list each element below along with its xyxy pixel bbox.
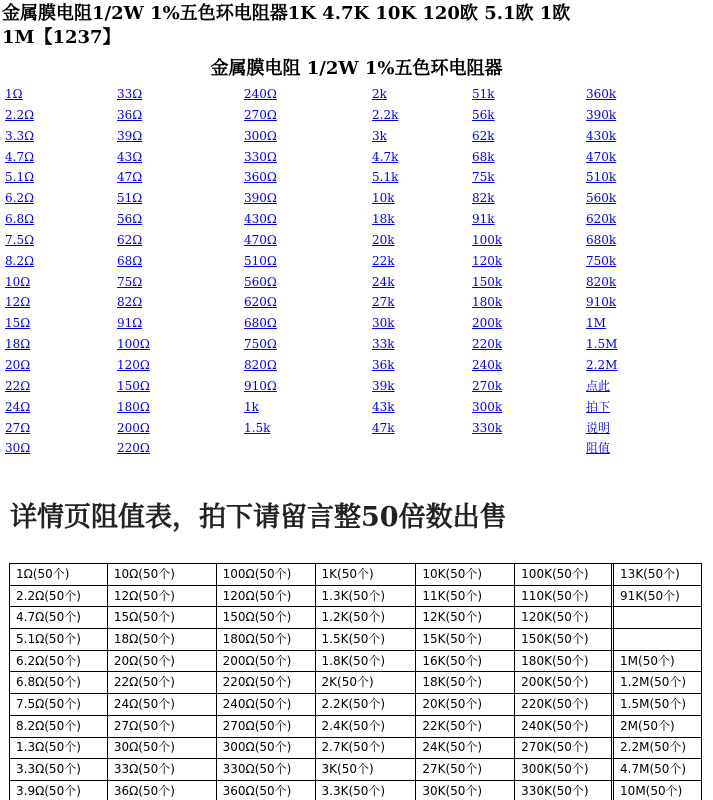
table-cell: 12K(50个) (416, 607, 515, 629)
table-cell: 12Ω(50个) (108, 586, 217, 608)
resistance-link[interactable]: 10Ω (5, 274, 31, 289)
table-cell: 2.2Ω(50个) (10, 586, 108, 608)
resistance-link[interactable]: 330k (472, 420, 503, 435)
table-cell: 330Ω(50个) (217, 759, 316, 781)
section-subtitle: 金属膜电阻 1/2W 1%五色环电阻器 (210, 58, 503, 79)
resistance-link[interactable]: 200k (472, 316, 503, 331)
table-cell: 2K(50个) (316, 672, 417, 694)
resistance-link[interactable]: 2.2k (372, 107, 399, 122)
resistance-link[interactable]: 1Ω (5, 87, 23, 101)
resistance-link[interactable]: 240k (472, 357, 503, 372)
resistance-link[interactable]: 270Ω (244, 107, 277, 122)
table-cell: 24K(50个) (416, 738, 515, 760)
resistance-link[interactable]: 51Ω (117, 191, 143, 206)
table-row (10, 738, 702, 760)
resistance-link[interactable]: 68Ω (117, 253, 143, 268)
table-cell: 1.2M(50个) (614, 672, 702, 694)
resistance-link[interactable]: 470Ω (244, 232, 277, 247)
table-heading: 详情页阻值表，拍下请留言整50倍数出售 (10, 502, 507, 533)
table-cell: 24Ω(50个) (108, 694, 217, 716)
table-cell: 20K(50个) (416, 694, 515, 716)
table-row (10, 607, 702, 629)
resistance-link[interactable]: 100k (472, 232, 503, 247)
resistance-link[interactable]: 390k (586, 107, 617, 122)
resistance-link[interactable]: 91Ω (117, 316, 143, 331)
resistance-link[interactable]: 51k (472, 87, 495, 101)
table-cell: 120K(50个) (515, 607, 614, 629)
table-cell: 16K(50个) (416, 651, 515, 673)
resistance-link[interactable]: 180k (472, 295, 503, 310)
table-cell: 18Ω(50个) (108, 629, 217, 651)
table-cell: 220Ω(50个) (217, 672, 316, 694)
resistance-link[interactable]: 18k (372, 212, 395, 227)
table-cell: 1.8K(50个) (316, 651, 417, 673)
table-cell: 22K(50个) (416, 716, 515, 738)
resistance-link[interactable]: 75Ω (117, 274, 143, 289)
resistance-link[interactable]: 750Ω (244, 337, 277, 352)
resistance-link[interactable]: 7.5Ω (5, 232, 35, 247)
resistance-link[interactable]: 910k (586, 295, 617, 310)
table-row (10, 651, 702, 673)
resistance-link[interactable]: 点此 (586, 378, 611, 393)
table-cell: 91K(50个) (614, 586, 702, 608)
resistance-link[interactable]: 100Ω (117, 337, 150, 352)
resistance-link[interactable]: 820Ω (244, 357, 277, 372)
link-column-4 (372, 84, 398, 438)
resistance-link[interactable]: 拍下 (586, 399, 611, 414)
resistance-link[interactable]: 120Ω (117, 357, 150, 372)
table-cell: 1Ω(50个) (10, 564, 108, 586)
resistance-link[interactable]: 22Ω (5, 378, 31, 393)
resistance-link[interactable]: 2.2Ω (5, 107, 35, 122)
table-row (10, 716, 702, 738)
table-cell: 1.3K(50个) (316, 586, 417, 608)
resistance-link[interactable]: 36k (372, 357, 395, 372)
table-row (10, 759, 702, 781)
resistance-link[interactable]: 6.2Ω (5, 191, 35, 206)
table-cell (614, 607, 702, 629)
table-cell: 10K(50个) (416, 564, 515, 586)
link-column-2 (117, 84, 150, 459)
resistance-link[interactable]: 62Ω (117, 232, 143, 247)
resistance-link[interactable]: 200Ω (117, 420, 150, 435)
resistance-link[interactable]: 27k (372, 295, 395, 310)
resistance-link[interactable]: 18Ω (5, 337, 31, 352)
table-cell: 10M(50个) (614, 781, 702, 800)
table-row (10, 672, 702, 694)
resistance-link[interactable]: 560Ω (244, 274, 277, 289)
table-cell: 1.5K(50个) (316, 629, 417, 651)
table-cell: 20Ω(50个) (108, 651, 217, 673)
resistance-link[interactable]: 4.7k (372, 149, 399, 164)
table-cell: 11K(50个) (416, 586, 515, 608)
resistance-link[interactable]: 30k (372, 316, 395, 331)
table-cell: 27Ω(50个) (108, 716, 217, 738)
resistance-link[interactable]: 430Ω (244, 212, 277, 227)
table-cell: 1.3Ω(50个) (10, 738, 108, 760)
resistance-link[interactable]: 82Ω (117, 295, 143, 310)
table-row (10, 781, 702, 800)
resistance-link[interactable]: 20Ω (5, 357, 31, 372)
resistance-link[interactable]: 39k (372, 378, 395, 393)
table-cell: 15K(50个) (416, 629, 515, 651)
link-column-3 (244, 84, 277, 438)
resistance-link[interactable]: 2k (372, 87, 387, 101)
resistance-link[interactable]: 15Ω (5, 316, 31, 331)
table-cell: 1K(50个) (316, 564, 417, 586)
resistance-link[interactable]: 240Ω (244, 87, 277, 101)
resistance-link[interactable]: 1.5k (244, 420, 271, 435)
resistance-link[interactable]: 47Ω (117, 170, 143, 185)
resistance-link[interactable]: 91k (472, 212, 495, 227)
resistance-link[interactable]: 68k (472, 149, 495, 164)
table-cell: 1.5M(50个) (614, 694, 702, 716)
link-column-6 (586, 84, 617, 459)
resistance-link[interactable]: 220k (472, 337, 503, 352)
table-cell: 33Ω(50个) (108, 759, 217, 781)
table-row (10, 629, 702, 651)
table-cell: 300Ω(50个) (217, 738, 316, 760)
resistance-link[interactable]: 3.3Ω (5, 128, 35, 143)
resistance-link[interactable]: 27Ω (5, 420, 31, 435)
table-cell: 2.2K(50个) (316, 694, 417, 716)
table-cell: 27K(50个) (416, 759, 515, 781)
resistance-link[interactable]: 750k (586, 253, 617, 268)
table-cell: 180Ω(50个) (217, 629, 316, 651)
quantity-table-body (10, 564, 702, 800)
resistance-link[interactable]: 270k (472, 378, 503, 393)
resistance-link[interactable]: 1k (244, 399, 259, 414)
resistance-link[interactable]: 620Ω (244, 295, 277, 310)
resistance-link-grid (0, 84, 713, 464)
resistance-link[interactable]: 33Ω (117, 87, 143, 101)
table-cell: 100Ω(50个) (217, 564, 316, 586)
table-cell: 200Ω(50个) (217, 651, 316, 673)
table-cell: 1M(50个) (614, 651, 702, 673)
resistance-link[interactable]: 5.1Ω (5, 170, 35, 185)
resistance-link[interactable]: 150k (472, 274, 503, 289)
table-cell: 22Ω(50个) (108, 672, 217, 694)
page-title (2, 2, 710, 50)
resistance-link[interactable]: 47k (372, 420, 395, 435)
resistance-link[interactable]: 220Ω (117, 441, 150, 456)
resistance-link[interactable]: 360k (586, 87, 617, 101)
table-cell: 36Ω(50个) (108, 781, 217, 800)
resistance-link[interactable]: 12Ω (5, 295, 31, 310)
resistance-link[interactable]: 300Ω (244, 128, 277, 143)
table-cell: 6.8Ω(50个) (10, 672, 108, 694)
table-cell: 240Ω(50个) (217, 694, 316, 716)
table-cell: 300K(50个) (515, 759, 614, 781)
resistance-link[interactable]: 56Ω (117, 212, 143, 227)
table-cell: 150K(50个) (515, 629, 614, 651)
table-cell: 7.5Ω(50个) (10, 694, 108, 716)
table-cell: 3K(50个) (316, 759, 417, 781)
page-title-line-1: 金属膜电阻1/2W 1%五色环电阻器1K 4.7K 10K 120欧 5.1欧 1欧 (2, 3, 571, 24)
resistance-link[interactable]: 180Ω (117, 399, 150, 414)
table-cell: 5.1Ω(50个) (10, 629, 108, 651)
resistance-link[interactable]: 24k (372, 274, 395, 289)
resistance-link[interactable]: 150Ω (117, 378, 150, 393)
resistance-link[interactable]: 820k (586, 274, 617, 289)
resistance-link[interactable]: 510Ω (244, 253, 277, 268)
table-cell: 220K(50个) (515, 694, 614, 716)
table-cell: 13K(50个) (614, 564, 702, 586)
resistance-link[interactable]: 1.5M (586, 337, 618, 352)
resistance-link[interactable]: 5.1k (372, 170, 399, 185)
table-row (10, 564, 702, 586)
resistance-link[interactable]: 阻值 (586, 441, 611, 456)
resistance-link[interactable]: 2.2M (586, 357, 618, 372)
table-cell: 2M(50个) (614, 716, 702, 738)
resistance-link[interactable]: 390Ω (244, 191, 277, 206)
table-cell: 270Ω(50个) (217, 716, 316, 738)
table-row (10, 694, 702, 716)
table-cell: 120Ω(50个) (217, 586, 316, 608)
table-cell: 100K(50个) (515, 564, 614, 586)
table-cell: 180K(50个) (515, 651, 614, 673)
resistance-link[interactable]: 说明 (586, 420, 611, 435)
resistance-link[interactable]: 36Ω (117, 107, 143, 122)
resistance-link[interactable]: 300k (472, 399, 503, 414)
resistance-link[interactable]: 56k (472, 107, 495, 122)
resistance-link[interactable]: 470k (586, 149, 617, 164)
table-cell: 30Ω(50个) (108, 738, 217, 760)
resistance-link[interactable]: 3k (372, 128, 387, 143)
table-cell: 30K(50个) (416, 781, 515, 800)
table-cell: 10Ω(50个) (108, 564, 217, 586)
table-cell: 1.2K(50个) (316, 607, 417, 629)
table-cell: 200K(50个) (515, 672, 614, 694)
page-title-line-2: 1M【1237】 (2, 27, 121, 48)
table-cell: 2.4K(50个) (316, 716, 417, 738)
resistance-link[interactable]: 430k (586, 128, 617, 143)
table-cell: 3.3Ω(50个) (10, 759, 108, 781)
table-cell: 240K(50个) (515, 716, 614, 738)
table-cell: 15Ω(50个) (108, 607, 217, 629)
resistance-link[interactable]: 43k (372, 399, 395, 414)
resistance-link[interactable]: 10k (372, 191, 395, 206)
table-cell: 330K(50个) (515, 781, 614, 800)
table-cell: 360Ω(50个) (217, 781, 316, 800)
table-row (10, 586, 702, 608)
table-cell: 3.9Ω(50个) (10, 781, 108, 800)
resistance-link[interactable]: 910Ω (244, 378, 277, 393)
resistance-link[interactable]: 360Ω (244, 170, 277, 185)
resistance-link[interactable]: 82k (472, 191, 495, 206)
resistance-link[interactable]: 33k (372, 337, 395, 352)
resistance-link[interactable]: 30Ω (5, 441, 31, 456)
resistance-link[interactable]: 560k (586, 191, 617, 206)
resistance-link[interactable]: 62k (472, 128, 495, 143)
table-cell: 150Ω(50个) (217, 607, 316, 629)
table-cell: 8.2Ω(50个) (10, 716, 108, 738)
resistance-link[interactable]: 4.7Ω (5, 149, 35, 164)
table-cell: 2.7K(50个) (316, 738, 417, 760)
table-cell: 270K(50个) (515, 738, 614, 760)
resistance-link[interactable]: 22k (372, 253, 395, 268)
resistance-link[interactable]: 24Ω (5, 399, 31, 414)
resistance-link[interactable]: 1M (586, 316, 606, 331)
resistance-link[interactable]: 120k (472, 253, 503, 268)
link-column-1 (5, 84, 34, 459)
table-cell: 6.2Ω(50个) (10, 651, 108, 673)
resistance-link[interactable]: 43Ω (117, 149, 143, 164)
resistance-link[interactable]: 680k (586, 232, 617, 247)
resistance-link[interactable]: 510k (586, 170, 617, 185)
table-cell: 110K(50个) (515, 586, 614, 608)
table-cell: 4.7M(50个) (614, 759, 702, 781)
table-cell (614, 629, 702, 651)
table-cell: 4.7Ω(50个) (10, 607, 108, 629)
resistance-link[interactable]: 330Ω (244, 149, 277, 164)
link-column-5 (472, 84, 502, 438)
resistance-link[interactable]: 39Ω (117, 128, 143, 143)
resistance-quantity-table (9, 563, 702, 800)
resistance-link[interactable]: 20k (372, 232, 395, 247)
resistance-link[interactable]: 75k (472, 170, 495, 185)
table-cell: 2.2M(50个) (614, 738, 702, 760)
resistance-link[interactable]: 620k (586, 212, 617, 227)
resistance-link[interactable]: 680Ω (244, 316, 277, 331)
resistance-link[interactable]: 8.2Ω (5, 253, 35, 268)
table-cell: 18K(50个) (416, 672, 515, 694)
table-cell: 3.3K(50个) (316, 781, 417, 800)
resistance-link[interactable]: 6.8Ω (5, 212, 35, 227)
